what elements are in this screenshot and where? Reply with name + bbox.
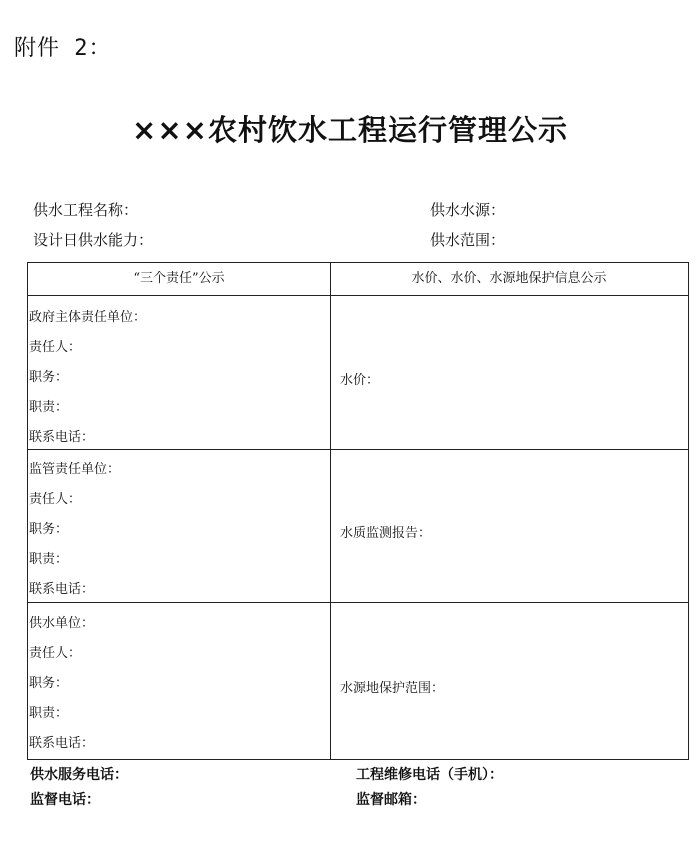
- project-name-label: 供水工程名称：: [33, 201, 139, 219]
- supervision-responsibility-section: [29, 455, 327, 605]
- right-column-header: 水价、水价、水源地保护信息公示: [411, 271, 607, 286]
- list-item: 责任人：: [29, 340, 82, 355]
- header-divider: [28, 295, 688, 296]
- list-item: 供水单位：: [29, 616, 95, 631]
- list-item: 联系电话：: [29, 430, 95, 445]
- disclosure-table: [27, 262, 689, 760]
- list-item: 政府主体责任单位：: [29, 310, 147, 325]
- attachment-label: 附件 2：: [14, 36, 112, 61]
- source-protection-range-label: 水源地保护范围：: [340, 681, 445, 696]
- government-responsibility-section: [29, 303, 327, 453]
- list-item: 责任人：: [29, 646, 82, 661]
- water-quality-report-label: 水质监测报告：: [340, 526, 432, 541]
- page-title: ×××农村饮水工程运行管理公示: [132, 113, 568, 147]
- list-item: 职责：: [29, 706, 69, 721]
- list-item: 职务：: [29, 522, 69, 537]
- water-price-label: 水价：: [340, 373, 380, 388]
- list-item: 联系电话：: [29, 582, 95, 597]
- repair-phone-label: 工程维修电话（手机）：: [356, 767, 503, 783]
- list-item: 监管责任单位：: [29, 462, 121, 477]
- design-capacity-label: 设计日供水能力：: [33, 231, 154, 249]
- water-supply-responsibility-section: [29, 609, 327, 759]
- list-item: 职务：: [29, 370, 69, 385]
- list-item: 责任人：: [29, 492, 82, 507]
- list-item: 职责：: [29, 552, 69, 567]
- left-column-header: “三个责任”公示: [133, 271, 225, 286]
- water-source-label: 供水水源：: [430, 201, 506, 219]
- service-phone-label: 供水服务电话：: [30, 767, 128, 783]
- list-item: 联系电话：: [29, 736, 95, 751]
- list-item: 职务：: [29, 676, 69, 691]
- list-item: 职责：: [29, 400, 69, 415]
- supply-range-label: 供水范围：: [430, 231, 506, 249]
- column-divider: [330, 263, 331, 759]
- supervision-phone-label: 监督电话：: [30, 792, 100, 808]
- supervision-email-label: 监督邮箱：: [356, 792, 426, 808]
